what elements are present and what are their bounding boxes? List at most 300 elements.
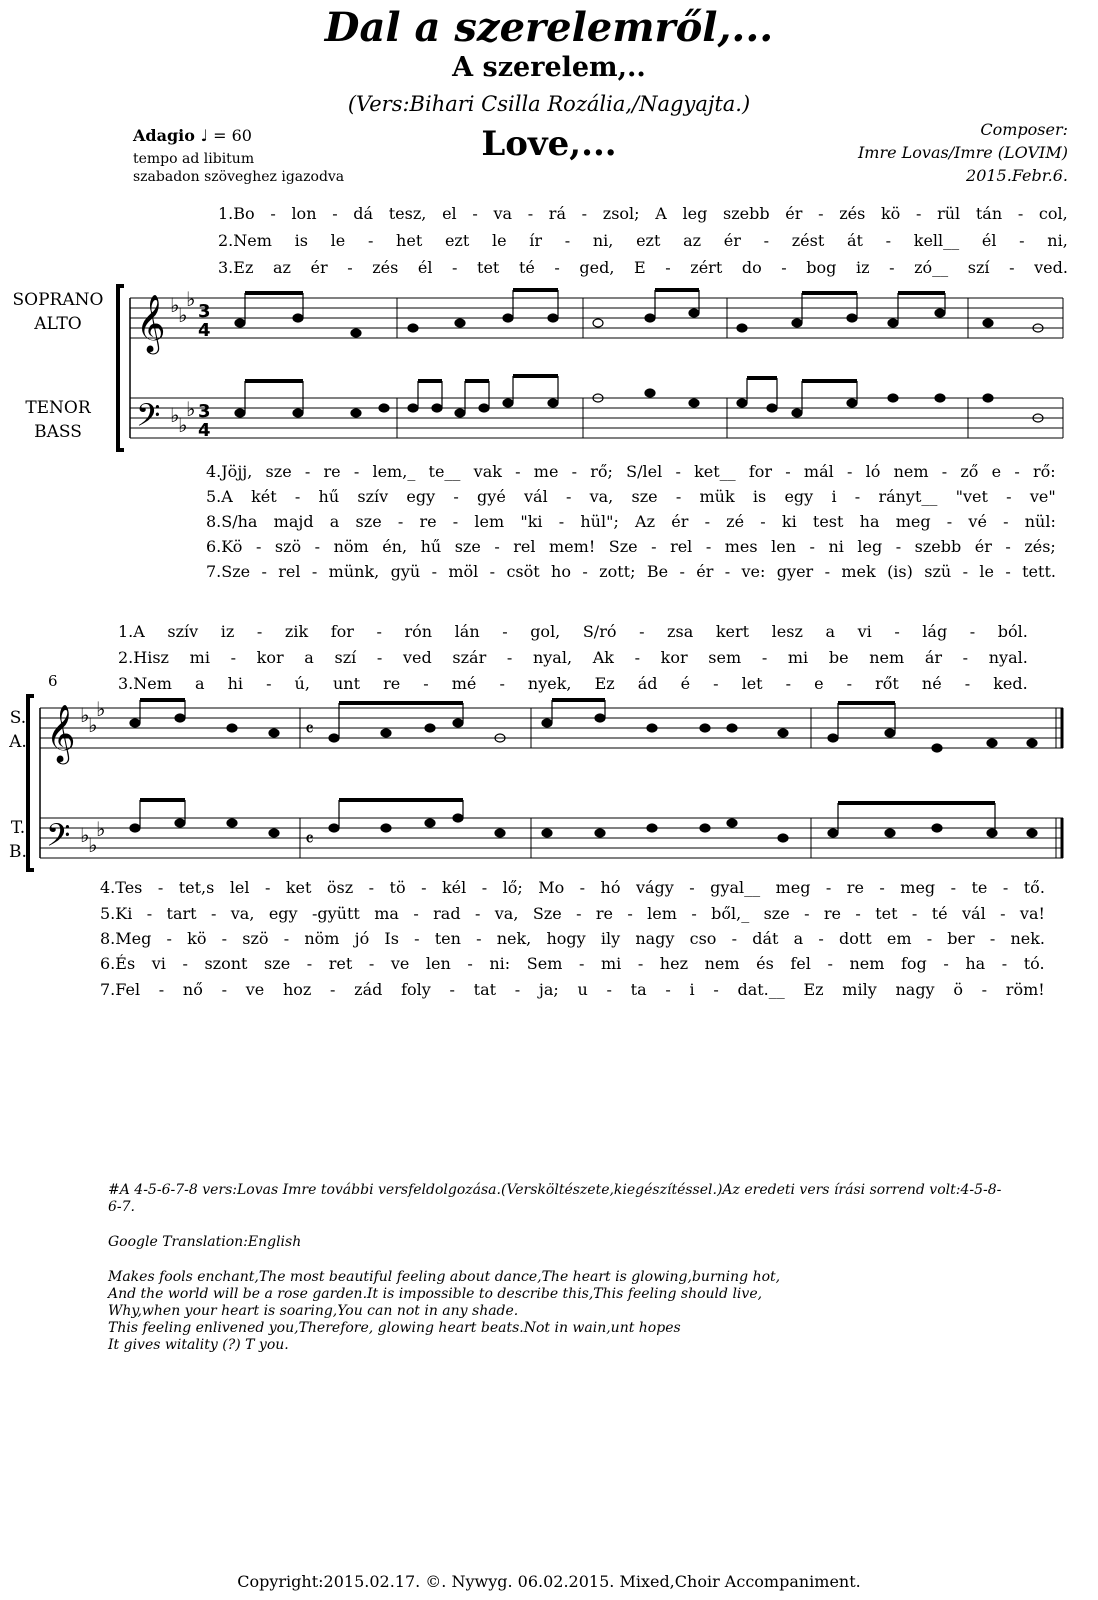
lyric-syllable: col, — [1038, 204, 1068, 223]
lyric-syllable: hi — [227, 674, 243, 693]
alto-label: ALTO — [34, 314, 82, 334]
lyric-syllable: - — [691, 904, 697, 923]
lyric-syllable: ből,_ — [711, 904, 750, 923]
lyric-syllable: vé — [968, 512, 987, 531]
lyric-syllable: - — [449, 980, 455, 999]
lyric-syllable: (is) — [887, 562, 913, 581]
lyric-syllable: - — [221, 929, 228, 948]
a-label: A. — [9, 732, 27, 752]
lyric-syllable: te__ — [428, 462, 461, 481]
lyric-syllable: té — [518, 258, 535, 277]
lyric-syllable: kert — [715, 622, 750, 641]
lyric-syllable: - — [675, 462, 681, 481]
lyric-syllable: 3.Nem — [118, 674, 172, 693]
lyric-syllable: ged, — [579, 258, 615, 277]
lyric-syllable: - — [294, 487, 301, 506]
lyric-syllable: szív — [167, 622, 199, 641]
lyric-syllable: - — [818, 204, 824, 223]
lyric-syllable: rő; — [590, 462, 613, 481]
lyric-syllable: nem — [893, 462, 929, 481]
lyric-syllable: va! — [1019, 904, 1045, 923]
lyric-syllable: meg — [895, 512, 931, 531]
lyric-syllable: hül"; — [580, 512, 619, 531]
lyric-syllable: re — [823, 904, 842, 923]
translation-line: This feeling enlivened you,Therefore, glowing heart beats.Not in wain,unt hopes — [108, 1320, 681, 1336]
lyric-syllable: szí — [967, 258, 990, 277]
lyric-syllable: tö — [389, 878, 406, 897]
lyric-syllable: em — [886, 929, 912, 948]
lyric-syllable: dá — [353, 204, 374, 223]
lyric-syllable: sze — [763, 904, 790, 923]
lyric-syllable: rül — [937, 204, 961, 223]
lyric-syllable: - — [413, 904, 419, 923]
lyric-syllable: zés — [839, 204, 866, 223]
translation-label: Google Translation:English — [108, 1234, 302, 1250]
svg-text:♭: ♭ — [186, 287, 196, 311]
lyric-syllable: - — [763, 231, 770, 250]
lyric-syllable: - — [376, 648, 383, 667]
lyric-syllable: hű — [318, 487, 340, 506]
lyric-syllable: - — [368, 878, 375, 897]
lyric-syllable: ö — [953, 980, 963, 999]
lyric-syllable: münk, — [328, 562, 380, 581]
lyric-syllable: - — [981, 980, 988, 999]
lyric-syllable: mi — [787, 648, 809, 667]
lyric-syllable: le — [491, 231, 507, 250]
lyric-syllable: rón — [404, 622, 433, 641]
lyric-syllable: - — [926, 929, 933, 948]
lyric-syllable: - — [261, 562, 267, 581]
verse-line — [100, 904, 1045, 923]
lyric-syllable: - — [1005, 562, 1011, 581]
lyric-syllable: - — [472, 204, 478, 223]
svg-text:𝄴: 𝄴 — [305, 827, 314, 851]
verse-line — [118, 674, 1028, 693]
lyric-syllable: leg — [857, 537, 883, 556]
system2-treble-staff — [40, 708, 1063, 748]
lyric-syllable: - — [713, 980, 719, 999]
verse-line — [206, 537, 1056, 556]
lyric-syllable: gol, — [530, 622, 561, 641]
lyric-syllable: Ez — [803, 980, 824, 999]
lyric-syllable: mé — [451, 674, 477, 693]
lyric-syllable: egy — [406, 487, 436, 506]
lyric-syllable: - — [431, 562, 437, 581]
lyric-syllable: - — [221, 980, 227, 999]
translation-line: Makes fools enchant,The most beautiful feeling about dance,The heart is glowing,burning hot, — [108, 1269, 781, 1285]
lyric-syllable: nül: — [1024, 512, 1056, 531]
svg-text:4: 4 — [198, 320, 211, 341]
lyric-syllable: ár — [924, 648, 942, 667]
lyric-syllable: él — [981, 231, 997, 250]
lyric-syllable: - — [1006, 487, 1012, 506]
lyric-syllable: - — [969, 622, 976, 641]
lyric-syllable: ja; — [538, 980, 559, 999]
lyric-syllable: me — [533, 462, 559, 481]
svg-text:♭: ♭ — [186, 397, 196, 421]
lyric-syllable: szö — [274, 537, 302, 556]
lyric-syllable: sem — [708, 648, 742, 667]
lyric-syllable: él — [417, 258, 433, 277]
lyric-syllable: -gyütt — [311, 904, 360, 923]
lyric-syllable: tett. — [1022, 562, 1056, 581]
lyric-syllable: iz — [220, 622, 235, 641]
lyric-syllable: A — [655, 204, 667, 223]
lyric-syllable: - — [804, 904, 810, 923]
lyric-syllable: unt — [332, 674, 361, 693]
lyric-syllable: - — [494, 537, 500, 556]
lyric-syllable: - — [571, 462, 578, 481]
lyric-syllable: ezt — [636, 231, 661, 250]
lyric-syllable: hoz — [282, 980, 312, 999]
lyric-syllable: - — [824, 562, 830, 581]
lyric-syllable: sze — [454, 537, 481, 556]
lyric-syllable: - — [962, 562, 968, 581]
lyric-syllable: - — [264, 878, 271, 897]
translation-line: And the world will be a rose garden.It is impossible to describe this,This feeling should live, — [108, 1286, 763, 1302]
lyric-syllable: vál — [962, 904, 986, 923]
lyric-syllable: zik — [284, 622, 309, 641]
lyric-syllable: for — [330, 622, 354, 641]
svg-text:𝄞: 𝄞 — [46, 704, 76, 762]
lyric-syllable: - — [1017, 204, 1024, 223]
lyric-syllable: ket__ — [694, 462, 736, 481]
lyric-syllable: csöt — [506, 562, 540, 581]
lyric-syllable: - — [476, 929, 482, 948]
lyric-syllable: kö — [880, 204, 901, 223]
lyric-syllable: Sze — [608, 537, 638, 556]
lyric-syllable: - — [515, 462, 521, 481]
tenor-bass-label — [4, 396, 112, 444]
lyric-syllable: - — [558, 512, 565, 531]
lyric-syllable: - — [579, 878, 586, 897]
lyric-syllable: - — [270, 204, 276, 223]
lyric-syllable: - — [941, 462, 948, 481]
lyric-syllable: zé — [726, 512, 745, 531]
verse-line — [218, 204, 1068, 223]
lyric-syllable: - — [581, 204, 588, 223]
lyric-syllable: - — [452, 512, 459, 531]
lyric-syllable: va, — [589, 487, 614, 506]
verse-line — [206, 562, 1056, 581]
english-title: Love,... — [481, 124, 617, 164]
lyric-syllable: sze — [264, 954, 291, 973]
lyric-syllable: e — [991, 462, 1002, 481]
svg-text:4: 4 — [198, 420, 211, 441]
lyric-syllable: let — [741, 674, 763, 693]
tempo-note-2: szabadon szöveghez igazodva — [133, 169, 345, 185]
tempo-label: Adagio — [133, 126, 195, 145]
lyric-syllable: rá — [548, 204, 566, 223]
lyric-syllable: - — [467, 954, 473, 973]
lyric-syllable: - — [781, 258, 787, 277]
lyric-syllable: Ez — [594, 674, 615, 693]
lyric-syllable: lem — [647, 904, 677, 923]
lyric-syllable: - — [506, 648, 513, 667]
lyric-syllable: nyek, — [527, 674, 572, 693]
lyric-syllable: lem,_ — [372, 462, 416, 481]
lyric-syllable: vál — [524, 487, 548, 506]
tenor-label: TENOR — [25, 398, 91, 418]
lyric-syllable: 5.Ki — [100, 904, 133, 923]
svg-text:♭: ♭ — [88, 833, 98, 857]
lyric-syllable: 1.Bo — [218, 204, 255, 223]
verse-line — [100, 954, 1045, 973]
lyric-syllable: lán — [454, 622, 480, 641]
lyric-syllable: vi — [151, 954, 166, 973]
lyric-syllable: le — [330, 231, 346, 250]
lyric-syllable: 4.Tes — [100, 878, 143, 897]
lyric-syllable: - — [964, 674, 971, 693]
lyric-syllable: ér — [671, 512, 689, 531]
lyric-syllable: ha — [859, 512, 880, 531]
lyric-syllable: - — [414, 929, 420, 948]
lyric-syllable: cso — [689, 929, 717, 948]
lyric-syllable: röm! — [1005, 980, 1045, 999]
lyric-syllable: lem — [474, 512, 505, 531]
lyric-syllable: tán — [975, 204, 1003, 223]
b-label: B. — [9, 842, 27, 862]
lyric-syllable: kor — [660, 648, 688, 667]
lyric-syllable: mem! — [549, 537, 596, 556]
lyric-syllable: én, — [382, 537, 408, 556]
lyric-syllable: - — [809, 537, 815, 556]
lyric-syllable: - — [855, 904, 861, 923]
tempo-instructions — [133, 150, 393, 186]
lyric-syllable: - — [499, 674, 505, 693]
lyric-syllable: zést — [791, 231, 825, 250]
lyric-syllable: - — [158, 980, 165, 999]
lyric-syllable: dát — [752, 929, 779, 948]
lyric-syllable: Be — [646, 562, 669, 581]
lyric-syllable: re — [383, 674, 401, 693]
lyric-syllable: zád — [354, 980, 383, 999]
svg-text:𝄢: 𝄢 — [136, 397, 161, 441]
lyric-syllable: jó — [354, 929, 370, 948]
lyric-syllable: va — [493, 204, 513, 223]
verse-line — [100, 980, 1045, 999]
lyric-syllable: - — [1003, 512, 1009, 531]
lyric-syllable: - — [637, 954, 644, 973]
lyric-syllable: - — [255, 537, 262, 556]
lyric-syllable: ösz — [326, 878, 354, 897]
lyric-syllable: mily — [842, 980, 877, 999]
lyric-syllable: - — [943, 954, 949, 973]
lyric-syllable: kell__ — [913, 231, 960, 250]
tb-label — [4, 816, 32, 864]
lyric-syllable: meg — [900, 878, 936, 897]
lyric-syllable: mi — [600, 954, 622, 973]
lyric-syllable: 2.Hisz — [118, 648, 169, 667]
lyric-syllable: kor — [256, 648, 284, 667]
lyric-syllable: kö — [187, 929, 207, 948]
lyric-syllable: - — [895, 537, 902, 556]
lyric-syllable: tesz, — [388, 204, 427, 223]
lyric-syllable: - — [639, 622, 645, 641]
lyric-syllable: ve — [245, 980, 265, 999]
lyric-syllable: meg — [775, 878, 811, 897]
svg-text:♭: ♭ — [178, 413, 188, 437]
lyric-syllable: hű — [420, 537, 442, 556]
lyric-syllable: - — [879, 878, 885, 897]
verse-line — [118, 648, 1028, 667]
lyric-syllable: rányt__ — [878, 487, 938, 506]
lyric-syllable: - — [705, 537, 712, 556]
copyright: Copyright:2015.02.17. ©. Nywyg. 06.02.2015. Mixed,Choir Accompaniment. — [237, 1572, 861, 1591]
lyric-syllable: - — [157, 878, 164, 897]
lyric-syllable: ér — [723, 231, 741, 250]
lyric-syllable: ve — [390, 954, 410, 973]
lyric-syllable: ily — [600, 929, 621, 948]
lyric-syllable: zó__ — [914, 258, 949, 277]
lyric-syllable: nyal, — [532, 648, 573, 667]
lyric-syllable: né — [921, 674, 942, 693]
lyric-syllable: le — [979, 562, 994, 581]
lyric-syllable: zsol; — [602, 204, 640, 223]
lyric-syllable: re — [323, 462, 341, 481]
lyric-syllable: té — [931, 904, 948, 923]
svg-text:♭: ♭ — [178, 303, 188, 327]
lyric-syllable: - — [564, 231, 571, 250]
lyric-syllable: for — [748, 462, 773, 481]
lyric-syllable: - — [675, 487, 682, 506]
lyric-syllable: - — [846, 674, 853, 693]
lyric-syllable: ú, — [294, 674, 310, 693]
lyric-syllable: ved. — [1034, 258, 1068, 277]
lyric-syllable: ve" — [1029, 487, 1056, 506]
lyric-syllable: - — [889, 258, 895, 277]
lyric-syllable: egy — [784, 487, 814, 506]
measure-number: 6 — [48, 672, 58, 690]
lyric-syllable: fel — [790, 954, 811, 973]
svg-text:♭: ♭ — [170, 293, 180, 317]
translation-line: It gives witality (?) T you. — [108, 1337, 289, 1353]
lyric-syllable: - — [950, 878, 957, 897]
lyric-syllable: sze — [265, 462, 292, 481]
lyric-syllable: rel — [278, 562, 301, 581]
lyric-syllable: - — [689, 878, 695, 897]
lyric-syllable: re — [846, 878, 864, 897]
lyric-syllable: leg — [682, 204, 708, 223]
soprano-alto-label — [4, 288, 112, 336]
s-label: S. — [9, 708, 27, 728]
lyric-syllable: - — [760, 512, 766, 531]
lyric-syllable: ző — [960, 462, 979, 481]
lyric-syllable: ér — [785, 204, 803, 223]
lyric-syllable: fog — [900, 954, 927, 973]
lyric-syllable: két — [251, 487, 277, 506]
svg-text:𝄞: 𝄞 — [136, 294, 166, 352]
lyric-syllable: dott — [838, 929, 872, 948]
footnote-hungarian: #A 4-5-6-7-8 vers:Lovas Imre további versfeldolgozása.(Versköltészete,kiegészítéssel.)Az eredeti vers írási sorrend volt:4-5-8-6-7. — [108, 1182, 1002, 1215]
lyric-syllable: - — [421, 878, 427, 897]
lyric-syllable: - — [527, 204, 534, 223]
lyric-syllable: tat — [473, 980, 497, 999]
verse-line — [118, 622, 1028, 641]
lyric-syllable: do — [741, 258, 762, 277]
lyric-syllable: - — [266, 674, 272, 693]
lyric-syllable: rad — [433, 904, 461, 923]
lyric-syllable: nöm — [304, 929, 340, 948]
system2-notes — [130, 700, 1037, 842]
lyric-syllable: gyer — [776, 562, 814, 581]
lyric-syllable: be — [828, 648, 849, 667]
lyric-syllable: a — [194, 674, 205, 693]
lyric-syllable: ád — [637, 674, 658, 693]
lyric-syllable: - — [731, 929, 738, 948]
lyric-syllable: - — [1014, 462, 1020, 481]
lyric-syllable: tet — [875, 904, 898, 923]
lyric-syllable: te — [971, 878, 988, 897]
lyric-syllable: bog — [806, 258, 837, 277]
lyric-syllable: a — [825, 622, 835, 641]
lyric-syllable: ér — [696, 562, 714, 581]
lyric-syllable: i — [831, 487, 837, 506]
lyric-syllable: - — [846, 462, 853, 481]
lyric-syllable: - — [946, 512, 953, 531]
lyric-syllable: - — [576, 904, 582, 923]
lyric-syllable: - — [230, 648, 236, 667]
lyric-syllable: Sze — [532, 904, 562, 923]
lyric-syllable: - — [1009, 258, 1015, 277]
lyric-syllable: - — [452, 258, 458, 277]
lyric-syllable: - — [827, 954, 833, 973]
lyric-syllable: tet,s — [178, 878, 215, 897]
lyric-syllable: - — [916, 204, 922, 223]
svg-text:3: 3 — [198, 401, 211, 422]
lyric-syllable: tő. — [1023, 878, 1045, 897]
lyric-syllable: i — [689, 980, 695, 999]
lyric-syllable: nem — [869, 648, 905, 667]
lyric-syllable: hogy — [546, 929, 586, 948]
svg-text:♭: ♭ — [80, 703, 90, 727]
lyric-syllable: test — [812, 512, 844, 531]
soprano-label: SOPRANO — [12, 290, 104, 310]
lyric-syllable: majd — [273, 512, 314, 531]
lyric-syllable: 6.Kö — [206, 537, 243, 556]
system2-bass-staff — [40, 818, 1063, 858]
lyric-syllable: tet — [477, 258, 500, 277]
lyric-syllable: ír — [529, 231, 543, 250]
lyric-syllable: ber — [947, 929, 975, 948]
lyric-syllable: - — [453, 487, 459, 506]
lyric-syllable: rő: — [1032, 462, 1056, 481]
lyric-syllable: - — [825, 878, 832, 897]
lyric-syllable: zsa — [667, 622, 694, 641]
lyric-syllable: ki — [781, 512, 797, 531]
lyric-syllable: - — [606, 980, 612, 999]
lyric-syllable: - — [911, 904, 918, 923]
lyric-syllable: "vet — [955, 487, 988, 506]
lyric-syllable: ten — [434, 929, 461, 948]
svg-text:3: 3 — [198, 301, 211, 322]
lyric-syllable: 7.Sze — [206, 562, 251, 581]
lyric-syllable: - — [818, 929, 824, 948]
lyric-syllable: a — [304, 648, 314, 667]
lyric-syllable: - — [627, 904, 633, 923]
lyric-syllable: szív — [357, 487, 389, 506]
lyric-syllable: ér — [974, 537, 992, 556]
lyric-syllable: mük — [699, 487, 735, 506]
lyric-syllable: - — [989, 929, 996, 948]
lyric-syllable: nő — [182, 980, 203, 999]
lyric-syllable: szár — [452, 648, 487, 667]
lyric-syllable: mi — [189, 648, 210, 667]
lyric-syllable: nöm — [333, 537, 369, 556]
poet-credit: (Vers:Bihari Csilla Rozália,/Nagyajta.) — [347, 92, 751, 116]
svg-text:♭: ♭ — [88, 713, 98, 737]
lyric-syllable: - — [166, 929, 172, 948]
